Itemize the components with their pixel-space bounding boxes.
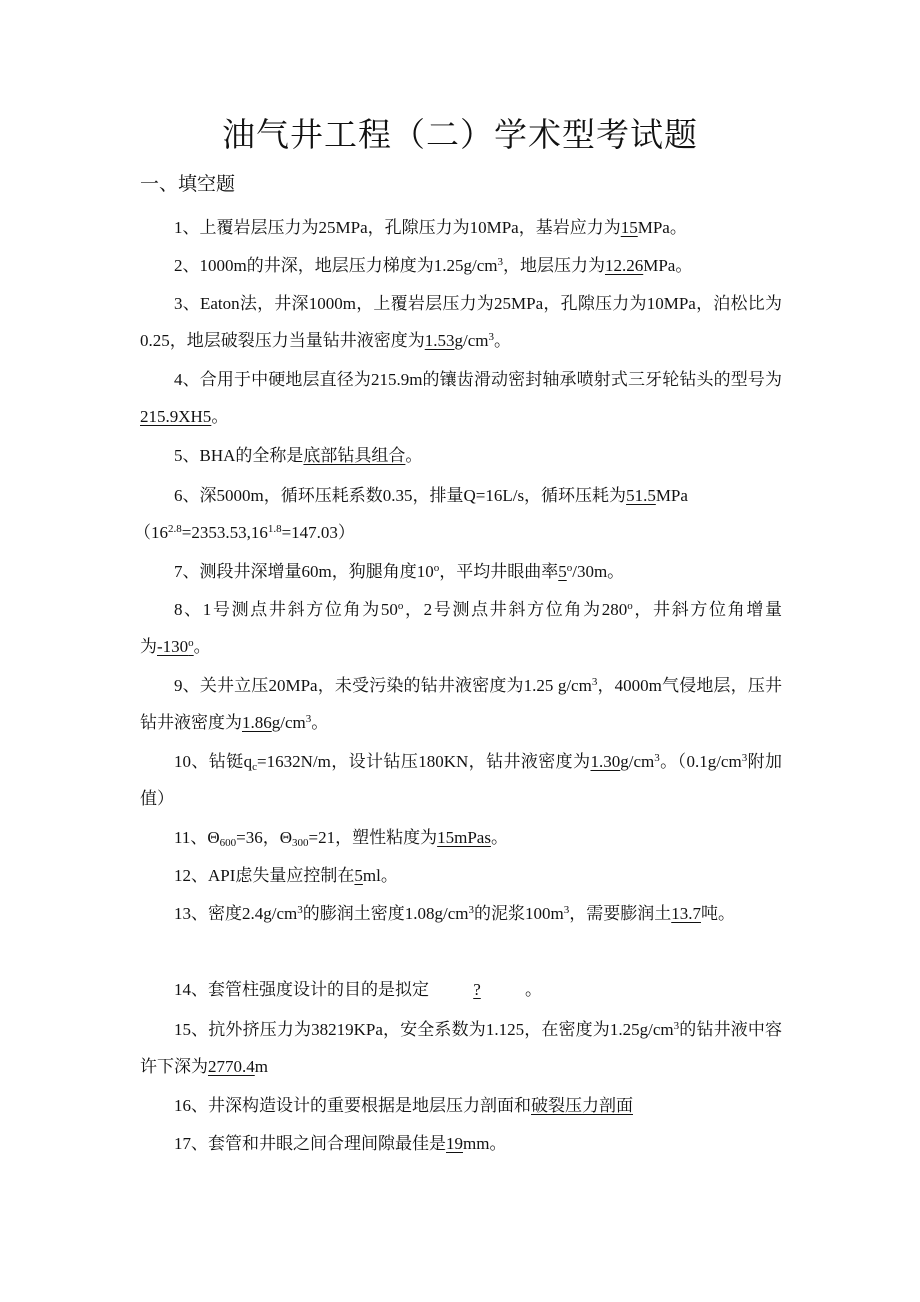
question-text: 。: [525, 980, 542, 999]
question-text: =1632N/m，设计钻压180KN，钻井液密度为: [257, 752, 591, 771]
question-7: [140, 554, 782, 591]
superscript: o: [188, 636, 194, 649]
answer: 5: [354, 866, 363, 885]
question-1: [140, 210, 782, 247]
question-text: 的钻井液中容许下深为: [140, 1020, 782, 1076]
question-text: 。: [311, 712, 329, 732]
question-2: [140, 248, 782, 285]
answer: 1.86: [242, 712, 272, 732]
question-text: ，平均井眼曲率: [439, 562, 559, 581]
question-text: 6、深5000m，循环压耗系数0.35，排量Q=16L/s，循环压耗为: [174, 486, 627, 505]
superscript: 1.8: [267, 523, 282, 535]
superscript: o: [397, 600, 404, 612]
answer: 1.30: [590, 752, 621, 771]
superscript: 3: [654, 752, 660, 764]
answer: 19: [446, 1134, 463, 1153]
superscript: o: [433, 562, 440, 574]
question-text: 1、上覆岩层压力为25MPa，孔隙压力为10MPa，基岩应力为: [174, 218, 621, 237]
question-13: [140, 896, 782, 933]
question-text: g/cm: [454, 330, 489, 350]
subscript: 600: [219, 837, 237, 849]
question-9: [140, 668, 782, 741]
question-text: 11、Θ: [174, 828, 220, 847]
answer: 15: [620, 218, 638, 237]
question-text: 12、API虑失量应控制在: [174, 866, 355, 885]
question-17: [140, 1126, 782, 1163]
question-text: 。: [494, 330, 511, 350]
question-6: [140, 478, 782, 515]
question-text: ，地层压力为: [502, 256, 605, 275]
question-text: ，需要膨润土: [569, 904, 672, 923]
question-text: （16: [134, 523, 168, 542]
answer-blank: ?: [473, 980, 481, 999]
question-text: 。: [211, 406, 229, 426]
superscript: 3: [497, 256, 503, 268]
question-5: [140, 438, 782, 475]
answer: 5: [558, 562, 567, 581]
section-heading: 一、填空题: [140, 174, 236, 195]
question-text: 17、套管和井眼之间合理间隙最佳是: [174, 1134, 446, 1153]
question-text: 5、BHA的全称是: [174, 446, 304, 465]
question-12: [140, 858, 782, 895]
answer: 2770.4: [208, 1056, 255, 1076]
question-text: ，4000m气侵地层，压井钻井液密度为: [140, 676, 782, 732]
superscript: 3: [305, 712, 312, 725]
superscript: 3: [673, 1020, 680, 1032]
question-text: 4、合用于中硬地层直径为215.9m的镶齿滑动密封轴承喷射式三牙轮钻头的型号为: [174, 370, 782, 389]
question-text: MPa。: [643, 256, 693, 275]
answer: 215.9XH5: [140, 406, 212, 426]
superscript: 3: [468, 904, 474, 916]
answer: 破裂压力剖面: [531, 1096, 633, 1115]
question-text: g/cm: [620, 752, 655, 771]
superscript: 3: [563, 904, 570, 916]
question-text: =2353.53,16: [181, 523, 268, 542]
question-8: [140, 592, 782, 665]
answer: 1.53: [424, 330, 455, 350]
question-text: g/cm: [271, 712, 306, 732]
answer: 13.7: [671, 904, 701, 923]
question-text: 的膨润土密度1.08g/cm: [302, 904, 469, 923]
superscript: o: [566, 562, 573, 574]
question-4: [140, 362, 782, 435]
answer: 51.5: [626, 486, 656, 505]
superscript: 3: [741, 752, 748, 764]
question-text: ，井斜方位角增量为: [140, 600, 782, 656]
question-16: [140, 1088, 782, 1125]
question-11: [140, 820, 782, 857]
question-15: [140, 1012, 782, 1085]
question-text: 。: [405, 446, 423, 465]
question-text: 。（0.1g/cm: [659, 752, 742, 771]
page-title: 油气井工程（二）学术型考试题: [222, 118, 698, 154]
answer-value: -130: [157, 636, 189, 656]
answer: [157, 637, 194, 656]
question-text: MPa: [655, 486, 688, 505]
superscript: 2.8: [168, 523, 182, 535]
question-text: =147.03）: [281, 523, 355, 542]
question-text: 14、套管柱强度设计的目的是拟定: [174, 980, 429, 999]
question-text: 16、井深构造设计的重要根据是地层压力剖面和: [174, 1096, 531, 1115]
superscript: o: [627, 600, 633, 612]
superscript: 3: [297, 904, 303, 916]
question-6-note: [134, 515, 782, 552]
question-text: =21，塑性粘度为: [308, 828, 438, 847]
answer: 15mPas: [437, 828, 491, 847]
question-text: 2、1000m的井深，地层压力梯度为1.25g/cm: [174, 256, 498, 275]
question-3: [140, 286, 782, 359]
question-text: 15、抗外挤压力为38219KPa，安全系数为1.125，在密度为1.25g/cm: [174, 1020, 674, 1039]
question-text: =36，Θ: [236, 828, 293, 847]
subscript: 300: [292, 837, 309, 849]
subscript: c: [252, 761, 257, 773]
question-text: 吨。: [700, 904, 735, 923]
question-14: [140, 972, 782, 1009]
question-text: 的泥浆100m: [474, 904, 564, 923]
question-10: [140, 744, 782, 817]
question-text: 3、Eaton法，井深1000m，上覆岩层压力为25MPa，孔隙压力为10MPa，泊松比为0.25，地层破裂压力当量钻井液密度为: [140, 294, 782, 350]
question-text: 。: [193, 636, 211, 656]
question-text: 附加值）: [140, 752, 783, 808]
question-text: ，2号测点井斜方位角为280: [403, 600, 628, 619]
superscript: 3: [591, 676, 598, 688]
question-text: MPa。: [637, 218, 687, 237]
question-text: 7、测段井深增量60m，狗腿角度10: [174, 562, 434, 581]
question-text: 。: [490, 828, 508, 847]
answer: 底部钻具组合: [303, 446, 406, 465]
question-text: mm。: [463, 1134, 507, 1153]
question-text: 9、关井立压20MPa，未受污染的钻井液密度为1.25 g/cm: [174, 676, 592, 695]
question-text: /30m。: [572, 562, 625, 581]
question-text: 8、1号测点井斜方位角为50: [174, 600, 398, 619]
question-text: ml。: [362, 866, 398, 885]
question-text: 13、密度2.4g/cm: [174, 904, 298, 923]
superscript: 3: [488, 330, 494, 343]
question-text: m: [254, 1056, 268, 1076]
question-text: 10、钻铤q: [174, 752, 253, 771]
answer: 12.26: [604, 256, 644, 275]
